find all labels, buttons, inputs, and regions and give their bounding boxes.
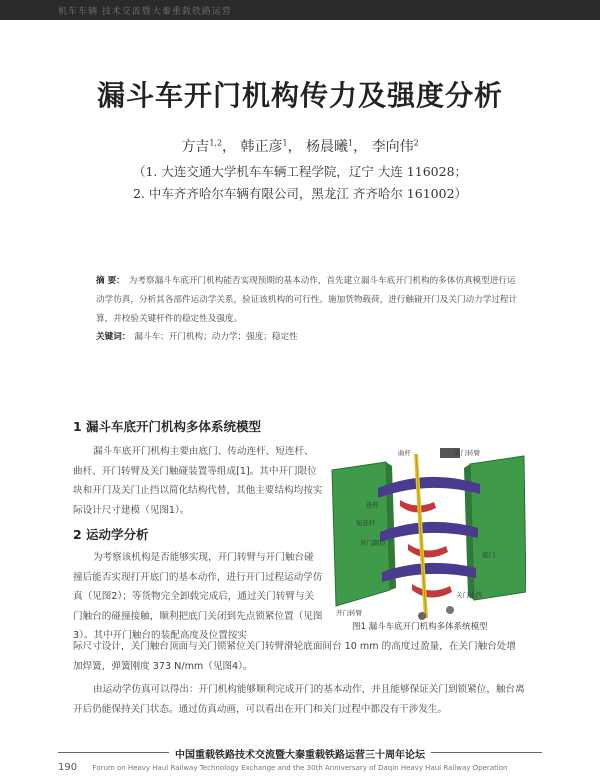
author-sup: 1,2 [209,138,223,148]
figure-1-caption: 图1 漏斗车底开门机构多体系统模型 [352,622,488,632]
author-name: 李向伟 [371,139,414,155]
abstract-text: 为考察漏斗车底开门机构能否实现预期的基本动作，首先建立漏斗车底开门机构的多体仿真模型进行运动学仿真，分析其各部件运动学关系，验证该机构的可行性。施加货物载荷，进行触碰开门及关门动力学过程计算，并校验关键杆件的稳定性及强度。 [96,276,518,324]
keywords-text: 漏斗车；开门机构；动力学；强度；稳定性 [134,332,298,342]
abstract [96,272,518,329]
section-2-paragraph-c: 由运动学仿真可以得出：开门机构能够顺利完成开门的基本动作，并且能够保证关门到锁紧位，触台离开后仍能保持关门状态。通过仿真动画，可以看出在开门和关门过程中都没有干涉发生。 [73,684,525,715]
label-close-arm: 关门转臂 [454,449,480,457]
author-name: 韩正彦 [240,139,283,155]
header-band-text: 机车车辆 技术交流暨大秦重载铁路运营 [58,7,232,17]
header-band [0,0,600,20]
label-door: 底门 [482,551,495,559]
figure-1-model [330,440,526,625]
label-link: 连杆 [366,501,379,509]
author-name: 方吉 [181,139,210,155]
footer-conference-text: 中国重载铁路技术交流暨大秦重载铁路运营三十周年论坛 [169,750,431,761]
footer-conference [0,746,600,761]
section-2-paragraph-b: 际尺寸设计，关门触台顶面与关门锁紧位关门转臂滑轮底面间台 10 mm 的高度过盈量，在关门触台处增加焊簧，弹簧刚度 373 N/mm（见图4）。 [73,641,516,672]
section-1-paragraph: 漏斗车底开门机构主要由底门、传动连杆、短连杆、曲杆、开门转臂及关门触碰装置等组成[1]。其中开门限位块和开门及关门止挡以简化结构代替，其他主要结构均按实际设计尺寸建模（见图1）。 [73,446,323,516]
section-2-heading: 2 运动学分析 [73,527,149,542]
author-sup: 1 [282,138,288,148]
page-number: 190 [58,762,78,773]
keywords-label: 关键词： [96,332,131,342]
mechanism-illustration [330,440,526,625]
label-open-arm: 开门转臂 [336,609,362,617]
author-sup: 1 [348,138,354,148]
label-crank: 曲杆 [398,449,411,457]
author-list: 方吉$^{1,2}$， 韩正彦$^1$， 杨晨曦$^1$， 李向伟$^2$ [181,138,419,155]
paper-title: 漏斗车开门机构传力及强度分析 [96,79,503,112]
abstract-label: 摘 要： [96,276,125,286]
label-close-stop: 关门止挡 [456,591,482,599]
author-sup: 2 [413,138,419,148]
section-1-heading: 1 漏斗车底开门机构多体系统模型 [73,419,262,434]
footer-subtitle: Forum on Heavy Haul Railway Technology Exchange and the 30th Anniversary of Daqin Heavy Haul Railway Operation [92,764,508,772]
author-name: 杨晨曦 [306,139,349,155]
label-short-link: 短连杆 [356,519,376,527]
affiliation-line-2: 2. 中车齐齐哈尔车辆有限公司，黑龙江 齐齐哈尔 161002） [132,186,468,201]
section-2-paragraph-a: 为考察该机构是否能够实现，开门转臂与开门触台碰撞后能否实现打开底门的基本动作，进行开门过程运动学仿真（见图2）；等货物完全卸载完成后，通过关门转臂与关门触台的碰撞接触，顺利把底门关闭到先点锁紧位置（见图3）。其中开门触台的装配高度及位置按实 [73,552,323,641]
keywords [96,330,518,342]
label-open-stop: 开门限位 [360,539,386,547]
affiliation-line-1: （1. 大连交通大学机车车辆工程学院，辽宁 大连 116028； [132,164,468,179]
